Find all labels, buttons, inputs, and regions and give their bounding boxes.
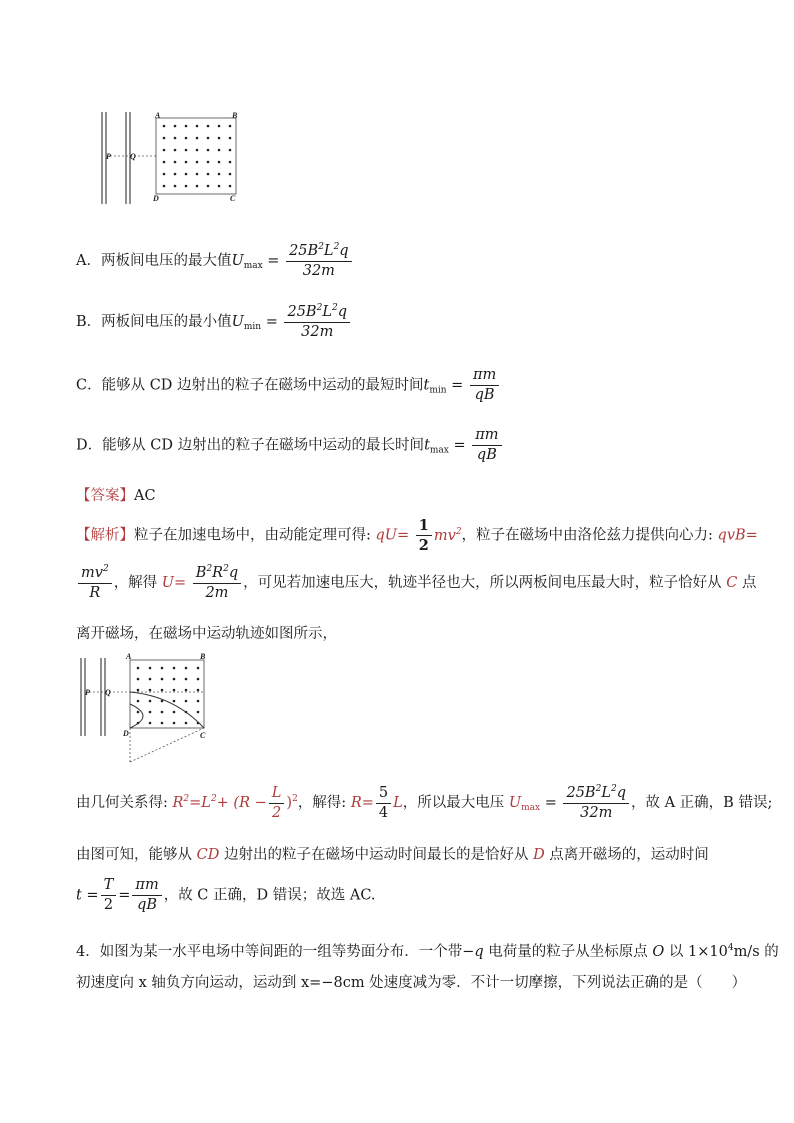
option-b[interactable]: B．两板间电压的最小值$U_{min}$ = $\frac{25B^2L^2q}{32m}$ <box>76 304 352 340</box>
field-dot <box>149 689 152 692</box>
field-dot <box>163 149 166 152</box>
field-dot <box>149 667 152 670</box>
field-dot <box>185 700 188 703</box>
field-dot <box>207 125 210 128</box>
field-dot <box>173 711 176 714</box>
field-dot <box>197 711 200 714</box>
field-dot <box>163 185 166 188</box>
field-dot <box>218 173 221 176</box>
field-dot <box>207 161 210 164</box>
field-dot <box>149 678 152 681</box>
field-dot <box>174 173 177 176</box>
field-dot <box>185 125 188 128</box>
field-dot <box>174 137 177 140</box>
field-dot <box>218 185 221 188</box>
field-dot <box>229 185 232 188</box>
field-dot <box>137 667 140 670</box>
answer-line <box>76 484 156 505</box>
field-dot <box>196 125 199 128</box>
analysis-line-3: 离开磁场，在磁场中运动轨迹如图所示， <box>76 626 337 642</box>
field-dot <box>196 161 199 164</box>
option-c-fraction: $\frac{\pi m}{qB}$ <box>470 368 499 403</box>
label-c: C <box>230 194 236 203</box>
option-c[interactable]: C．能够从 CD 边射出的粒子在磁场中运动的最短时间$t_{min}$ = $\frac{\pi m}{qB}$ <box>76 368 501 403</box>
field-dot <box>218 149 221 152</box>
field-dot <box>137 689 140 692</box>
field-dot <box>229 137 232 140</box>
field-dot <box>229 173 232 176</box>
field-dot <box>149 700 152 703</box>
option-d-fraction: $\frac{\pi m}{qB}$ <box>472 428 501 463</box>
field-dot <box>218 125 221 128</box>
field-dot <box>218 137 221 140</box>
field-dot <box>163 161 166 164</box>
field-dot <box>229 161 232 164</box>
label-b: B <box>232 111 238 120</box>
field-dot <box>163 125 166 128</box>
option-a-fraction: $\frac{25B^2L^2q}{32m}$ <box>286 243 352 279</box>
field-dot <box>207 149 210 152</box>
field-dot <box>196 185 199 188</box>
answer-value: AC <box>134 488 156 504</box>
analysis-line-1: 【解析】粒子在加速电场中，由动能定理可得: qU= $\frac{1}{2}$ $mv^2$，粒子在磁场中由洛伦兹力提供向心力: qvB= <box>76 517 758 555</box>
analysis-tag: 【解析】 <box>76 527 134 544</box>
svg-text:C: C <box>200 731 206 740</box>
field-dot <box>185 722 188 725</box>
field-dot <box>161 711 164 714</box>
option-a[interactable]: A．两板间电压的最大值$U_{max}$ = $\frac{25B^2L^2q}{32m}$ <box>76 243 354 279</box>
field-dot <box>196 149 199 152</box>
field-dot <box>229 125 232 128</box>
field-dot <box>149 711 152 714</box>
option-b-fraction: $\frac{25B^2L^2q}{32m}$ <box>284 304 350 340</box>
svg-text:D: D <box>123 729 129 738</box>
field-dot <box>137 711 140 714</box>
field-dot <box>173 678 176 681</box>
field-dot <box>185 678 188 681</box>
field-dot <box>137 678 140 681</box>
label-a: A <box>155 111 161 120</box>
field-dot <box>218 161 221 164</box>
field-dot <box>161 667 164 670</box>
field-dot <box>161 689 164 692</box>
svg-text:B: B <box>200 652 206 661</box>
field-dot <box>185 185 188 188</box>
field-dot <box>163 173 166 176</box>
field-dot <box>173 667 176 670</box>
field-dot <box>196 173 199 176</box>
figure-trajectory <box>76 650 216 766</box>
svg-text:Q: Q <box>105 688 111 697</box>
question-4-line-2: 初速度向 x 轴负方向运动，运动到 x=−8cm 处速度减为零．不计一切摩擦，下列说法正确的是（ ） <box>76 975 747 991</box>
svg-text:A: A <box>126 652 132 661</box>
field-dot <box>174 125 177 128</box>
field-dot <box>173 722 176 725</box>
field-dot <box>196 137 199 140</box>
field-dot <box>207 185 210 188</box>
label-q: Q <box>130 152 136 161</box>
analysis-line-5: 由图可知，能够从 CD 边射出的粒子在磁场中运动时间最长的是恰好从 D 点离开磁场的，运动时间 <box>76 847 709 863</box>
label-p: P <box>106 152 111 161</box>
field-dot <box>185 137 188 140</box>
field-dot <box>185 149 188 152</box>
field-dot <box>161 722 164 725</box>
field-dot <box>197 678 200 681</box>
field-dot <box>174 185 177 188</box>
field-dot <box>197 689 200 692</box>
field-dot <box>185 173 188 176</box>
question-4-line-1: 4．如图为某一水平电场中等间距的一组等势面分布．一个带−q 电荷量的粒子从坐标原点 O 以 $1\times 10^4m/s$ 的 <box>76 943 779 960</box>
field-dot <box>207 137 210 140</box>
analysis-line-2: $\frac{mv^2}{R}$ ，解得 U= $\frac{B^2R^2q}{2m}$ ，可见若加速电压大，轨迹半径也大，所以两板间电压最大时，粒子恰好从 C 点 <box>76 565 756 601</box>
option-d[interactable]: D．能够从 CD 边射出的粒子在磁场中运动的最长时间$t_{max}$ = $\frac{\pi m}{qB}$ <box>76 428 504 463</box>
field-dot <box>137 700 140 703</box>
field-dot <box>173 700 176 703</box>
figure-plates-magnetic-field <box>96 110 246 210</box>
analysis-line-6: t = $\frac{T}{2}$ = $\frac{\pi m}{qB}$ ，故 C 正确，D 错误；故选 AC. <box>76 877 376 914</box>
label-d: D <box>153 194 159 203</box>
field-dot <box>185 667 188 670</box>
answer-tag: 【答案】 <box>76 488 134 504</box>
field-dot <box>229 149 232 152</box>
field-dot <box>207 173 210 176</box>
field-dot <box>185 161 188 164</box>
field-dot <box>174 161 177 164</box>
field-dot <box>149 722 152 725</box>
field-dot <box>197 700 200 703</box>
field-dot <box>185 689 188 692</box>
field-dot <box>197 667 200 670</box>
analysis-line-4: 由几何关系得: $R^2=L^2+ (R$ − $\frac{L}{2}$ )$^2$，解得: R= $\frac{5}{4}$ L，所以最大电压 $U_{max}$ = $\frac{25B^2L^2q}{32m}$ ，故 A 正确，B 错误; <box>76 784 773 822</box>
field-dot <box>173 689 176 692</box>
field-dot <box>174 149 177 152</box>
field-dot <box>163 137 166 140</box>
field-dot <box>161 678 164 681</box>
svg-text:P: P <box>85 688 90 697</box>
